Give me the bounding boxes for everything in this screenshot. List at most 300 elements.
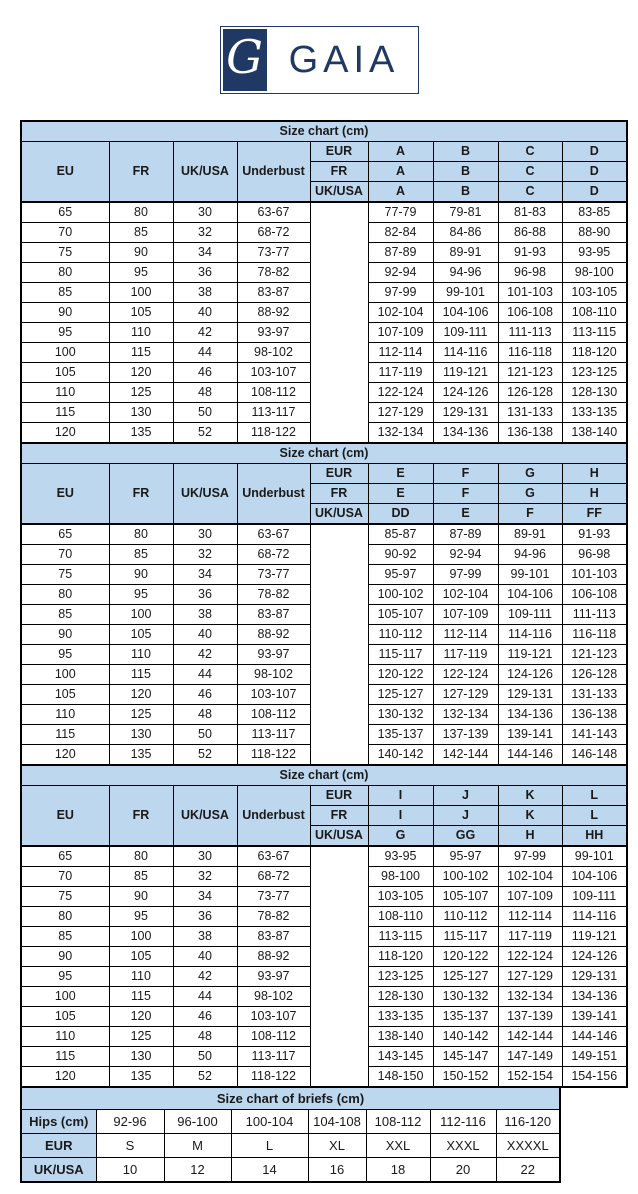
size-cell: 50 bbox=[173, 403, 237, 423]
size-cell: 103-107 bbox=[237, 363, 310, 383]
cup-size-header: E bbox=[433, 504, 498, 525]
cup-size-header: HH bbox=[562, 826, 627, 847]
size-cell: 36 bbox=[173, 263, 237, 283]
bust-range-cell: 109-111 bbox=[498, 605, 562, 625]
cup-size-header: D bbox=[562, 142, 627, 162]
bust-range-cell: 109-111 bbox=[433, 323, 498, 343]
bust-range-cell: 99-101 bbox=[498, 565, 562, 585]
cup-size-header: A bbox=[368, 182, 433, 203]
bust-range-cell: 126-128 bbox=[498, 383, 562, 403]
bust-range-cell: 102-104 bbox=[498, 867, 562, 887]
bust-range-cell: 121-123 bbox=[562, 645, 627, 665]
size-cell: 38 bbox=[173, 605, 237, 625]
bust-range-cell: 113-115 bbox=[562, 323, 627, 343]
briefs-row bbox=[21, 1134, 560, 1158]
size-cell: 90 bbox=[21, 947, 109, 967]
table-title: Size chart (cm) bbox=[21, 765, 627, 786]
bust-range-cell: 119-121 bbox=[562, 927, 627, 947]
bust-range-cell: 122-124 bbox=[498, 947, 562, 967]
size-cell: 78-82 bbox=[237, 907, 310, 927]
column-header: UK/USA bbox=[173, 142, 237, 203]
table-title-row bbox=[21, 1087, 560, 1110]
size-cell: 46 bbox=[173, 363, 237, 383]
bust-range-cell: 77-79 bbox=[368, 202, 433, 223]
size-cell: 115 bbox=[109, 343, 173, 363]
size-cell: 88-92 bbox=[237, 625, 310, 645]
cup-size-header: L bbox=[562, 806, 627, 826]
bra-size-table-3 bbox=[20, 764, 628, 1088]
cup-size-header: I bbox=[368, 806, 433, 826]
cup-size-header: H bbox=[498, 826, 562, 847]
bust-range-cell: 127-129 bbox=[498, 967, 562, 987]
size-cell: 113-117 bbox=[237, 403, 310, 423]
size-cell: 80 bbox=[21, 263, 109, 283]
size-cell: 68-72 bbox=[237, 223, 310, 243]
region-label: UK/USA bbox=[310, 826, 368, 847]
bust-range-cell: 93-95 bbox=[368, 846, 433, 867]
size-cell: 135 bbox=[109, 745, 173, 766]
size-cell: 95 bbox=[109, 585, 173, 605]
size-cell: 65 bbox=[21, 524, 109, 545]
bust-range-cell: 86-88 bbox=[498, 223, 562, 243]
cup-size-header: L bbox=[562, 786, 627, 806]
cup-size-header: A bbox=[368, 162, 433, 182]
size-cell: 46 bbox=[173, 1007, 237, 1027]
bust-range-cell: 118-120 bbox=[368, 947, 433, 967]
cup-header-row bbox=[21, 464, 627, 484]
size-cell: 135 bbox=[109, 423, 173, 444]
bust-range-cell: 137-139 bbox=[433, 725, 498, 745]
bust-range-cell: 89-91 bbox=[433, 243, 498, 263]
bust-range-cell: 117-119 bbox=[433, 645, 498, 665]
bust-range-cell: 108-110 bbox=[562, 303, 627, 323]
bust-range-cell: 142-144 bbox=[498, 1027, 562, 1047]
briefs-cell: 108-112 bbox=[366, 1110, 430, 1134]
size-cell: 83-87 bbox=[237, 283, 310, 303]
size-cell: 44 bbox=[173, 343, 237, 363]
cup-size-header: H bbox=[562, 464, 627, 484]
size-cell: 113-117 bbox=[237, 725, 310, 745]
size-cell: 78-82 bbox=[237, 263, 310, 283]
region-label: FR bbox=[310, 806, 368, 826]
region-label: UK/USA bbox=[310, 182, 368, 203]
size-cell: 75 bbox=[21, 887, 109, 907]
size-row bbox=[21, 846, 627, 867]
briefs-cell: L bbox=[231, 1134, 308, 1158]
size-cell: 90 bbox=[109, 243, 173, 263]
size-cell: 100 bbox=[109, 605, 173, 625]
bust-range-cell: 98-100 bbox=[368, 867, 433, 887]
bust-range-cell: 93-95 bbox=[562, 243, 627, 263]
size-cell: 115 bbox=[109, 665, 173, 685]
column-header: Underbust bbox=[237, 464, 310, 525]
bust-range-cell: 134-136 bbox=[433, 423, 498, 444]
size-cell: 130 bbox=[109, 1047, 173, 1067]
size-cell: 80 bbox=[109, 524, 173, 545]
table-title-row bbox=[21, 121, 627, 142]
bust-range-cell: 123-125 bbox=[368, 967, 433, 987]
size-cell: 110 bbox=[109, 967, 173, 987]
size-cell: 110 bbox=[21, 383, 109, 403]
bust-range-cell: 117-119 bbox=[498, 927, 562, 947]
size-cell: 65 bbox=[21, 846, 109, 867]
size-cell: 100 bbox=[109, 283, 173, 303]
table-title-row bbox=[21, 443, 627, 464]
size-cell: 42 bbox=[173, 645, 237, 665]
bust-range-cell: 123-125 bbox=[562, 363, 627, 383]
size-cell: 125 bbox=[109, 705, 173, 725]
bust-range-cell: 136-138 bbox=[562, 705, 627, 725]
briefs-cell: 20 bbox=[430, 1158, 496, 1183]
bust-range-cell: 130-132 bbox=[368, 705, 433, 725]
bust-range-cell: 96-98 bbox=[498, 263, 562, 283]
cup-size-header: J bbox=[433, 786, 498, 806]
bust-range-cell: 149-151 bbox=[562, 1047, 627, 1067]
size-cell: 68-72 bbox=[237, 545, 310, 565]
size-cell: 100 bbox=[21, 987, 109, 1007]
bust-range-cell: 142-144 bbox=[433, 745, 498, 766]
region-label: UK/USA bbox=[310, 504, 368, 525]
bust-range-cell: 104-106 bbox=[498, 585, 562, 605]
size-cell: 44 bbox=[173, 987, 237, 1007]
bust-range-cell: 135-137 bbox=[433, 1007, 498, 1027]
size-cell: 65 bbox=[21, 202, 109, 223]
bust-range-cell: 154-156 bbox=[562, 1067, 627, 1088]
bust-range-cell: 87-89 bbox=[368, 243, 433, 263]
bust-range-cell: 97-99 bbox=[368, 283, 433, 303]
size-cell: 34 bbox=[173, 887, 237, 907]
size-cell: 40 bbox=[173, 947, 237, 967]
briefs-cell: 10 bbox=[96, 1158, 164, 1183]
bust-range-cell: 101-103 bbox=[498, 283, 562, 303]
size-cell: 110 bbox=[109, 645, 173, 665]
table-title-row bbox=[21, 765, 627, 786]
size-cell: 110 bbox=[21, 1027, 109, 1047]
briefs-cell: 12 bbox=[164, 1158, 231, 1183]
size-cell: 34 bbox=[173, 565, 237, 585]
column-header: EU bbox=[21, 786, 109, 847]
size-cell: 42 bbox=[173, 967, 237, 987]
size-charts-container bbox=[0, 120, 638, 1183]
briefs-cell: XXXL bbox=[430, 1134, 496, 1158]
size-cell: 80 bbox=[21, 585, 109, 605]
bust-range-cell: 110-112 bbox=[368, 625, 433, 645]
bust-range-cell: 113-115 bbox=[368, 927, 433, 947]
cup-size-header: G bbox=[498, 464, 562, 484]
column-header: UK/USA bbox=[173, 464, 237, 525]
size-cell: 52 bbox=[173, 745, 237, 766]
cup-size-header: F bbox=[433, 484, 498, 504]
bust-range-cell: 107-109 bbox=[368, 323, 433, 343]
bust-range-cell: 84-86 bbox=[433, 223, 498, 243]
size-cell: 98-102 bbox=[237, 343, 310, 363]
bust-range-cell: 90-92 bbox=[368, 545, 433, 565]
bust-range-cell: 95-97 bbox=[433, 846, 498, 867]
briefs-cell: XXXXL bbox=[496, 1134, 560, 1158]
size-cell: 115 bbox=[109, 987, 173, 1007]
spacer-cell bbox=[310, 202, 368, 443]
cup-size-header: D bbox=[562, 162, 627, 182]
bust-range-cell: 128-130 bbox=[368, 987, 433, 1007]
size-cell: 118-122 bbox=[237, 423, 310, 444]
bust-range-cell: 152-154 bbox=[498, 1067, 562, 1088]
bust-range-cell: 87-89 bbox=[433, 524, 498, 545]
size-cell: 30 bbox=[173, 202, 237, 223]
bust-range-cell: 138-140 bbox=[368, 1027, 433, 1047]
bust-range-cell: 98-100 bbox=[562, 263, 627, 283]
column-header: FR bbox=[109, 786, 173, 847]
row-label: Hips (cm) bbox=[21, 1110, 96, 1134]
bust-range-cell: 103-105 bbox=[562, 283, 627, 303]
bust-range-cell: 119-121 bbox=[498, 645, 562, 665]
bust-range-cell: 139-141 bbox=[498, 725, 562, 745]
bust-range-cell: 107-109 bbox=[433, 605, 498, 625]
bust-range-cell: 130-132 bbox=[433, 987, 498, 1007]
size-cell: 40 bbox=[173, 625, 237, 645]
size-row bbox=[21, 524, 627, 545]
bust-range-cell: 127-129 bbox=[368, 403, 433, 423]
bust-range-cell: 106-108 bbox=[498, 303, 562, 323]
bust-range-cell: 131-133 bbox=[562, 685, 627, 705]
cup-size-header: C bbox=[498, 162, 562, 182]
size-cell: 120 bbox=[109, 1007, 173, 1027]
bust-range-cell: 111-113 bbox=[562, 605, 627, 625]
cup-size-header: G bbox=[368, 826, 433, 847]
size-cell: 120 bbox=[21, 745, 109, 766]
bust-range-cell: 124-126 bbox=[498, 665, 562, 685]
bust-range-cell: 120-122 bbox=[433, 947, 498, 967]
briefs-cell: S bbox=[96, 1134, 164, 1158]
size-cell: 32 bbox=[173, 223, 237, 243]
cup-header-row bbox=[21, 142, 627, 162]
briefs-cell: 92-96 bbox=[96, 1110, 164, 1134]
size-cell: 115 bbox=[21, 1047, 109, 1067]
bust-range-cell: 114-116 bbox=[498, 625, 562, 645]
size-cell: 75 bbox=[21, 243, 109, 263]
bust-range-cell: 122-124 bbox=[368, 383, 433, 403]
size-cell: 85 bbox=[109, 545, 173, 565]
cup-size-header: F bbox=[498, 504, 562, 525]
bust-range-cell: 102-104 bbox=[368, 303, 433, 323]
bust-range-cell: 137-139 bbox=[498, 1007, 562, 1027]
size-cell: 85 bbox=[21, 927, 109, 947]
bust-range-cell: 99-101 bbox=[433, 283, 498, 303]
size-cell: 95 bbox=[21, 323, 109, 343]
cup-size-header: DD bbox=[368, 504, 433, 525]
briefs-cell: 96-100 bbox=[164, 1110, 231, 1134]
size-cell: 40 bbox=[173, 303, 237, 323]
region-label: EUR bbox=[310, 786, 368, 806]
size-row bbox=[21, 202, 627, 223]
size-cell: 100 bbox=[21, 343, 109, 363]
size-cell: 90 bbox=[109, 887, 173, 907]
size-cell: 90 bbox=[109, 565, 173, 585]
bust-range-cell: 115-117 bbox=[433, 927, 498, 947]
cup-size-header: C bbox=[498, 182, 562, 203]
column-header: FR bbox=[109, 464, 173, 525]
size-cell: 80 bbox=[109, 202, 173, 223]
size-cell: 83-87 bbox=[237, 927, 310, 947]
cup-size-header: K bbox=[498, 786, 562, 806]
size-cell: 100 bbox=[21, 665, 109, 685]
bust-range-cell: 115-117 bbox=[368, 645, 433, 665]
size-cell: 90 bbox=[21, 625, 109, 645]
bust-range-cell: 79-81 bbox=[433, 202, 498, 223]
bust-range-cell: 126-128 bbox=[562, 665, 627, 685]
bust-range-cell: 146-148 bbox=[562, 745, 627, 766]
size-cell: 108-112 bbox=[237, 705, 310, 725]
bust-range-cell: 106-108 bbox=[562, 585, 627, 605]
briefs-cell: 116-120 bbox=[496, 1110, 560, 1134]
cup-size-header: FF bbox=[562, 504, 627, 525]
size-cell: 130 bbox=[109, 725, 173, 745]
bust-range-cell: 100-102 bbox=[368, 585, 433, 605]
size-cell: 32 bbox=[173, 545, 237, 565]
cup-size-header: A bbox=[368, 142, 433, 162]
size-cell: 135 bbox=[109, 1067, 173, 1088]
cup-size-header: J bbox=[433, 806, 498, 826]
briefs-row bbox=[21, 1158, 560, 1183]
size-cell: 48 bbox=[173, 705, 237, 725]
bust-range-cell: 121-123 bbox=[498, 363, 562, 383]
bust-range-cell: 114-116 bbox=[562, 907, 627, 927]
size-cell: 120 bbox=[109, 363, 173, 383]
size-cell: 34 bbox=[173, 243, 237, 263]
size-cell: 73-77 bbox=[237, 243, 310, 263]
size-cell: 95 bbox=[21, 645, 109, 665]
region-label: EUR bbox=[310, 142, 368, 162]
bust-range-cell: 104-106 bbox=[433, 303, 498, 323]
size-cell: 38 bbox=[173, 283, 237, 303]
briefs-cell: XXL bbox=[366, 1134, 430, 1158]
size-cell: 52 bbox=[173, 423, 237, 444]
bust-range-cell: 95-97 bbox=[368, 565, 433, 585]
row-label: UK/USA bbox=[21, 1158, 96, 1183]
bust-range-cell: 101-103 bbox=[562, 565, 627, 585]
bust-range-cell: 133-135 bbox=[368, 1007, 433, 1027]
size-cell: 50 bbox=[173, 1047, 237, 1067]
cup-size-header: D bbox=[562, 182, 627, 203]
briefs-cell: M bbox=[164, 1134, 231, 1158]
bust-range-cell: 134-136 bbox=[498, 705, 562, 725]
column-header: UK/USA bbox=[173, 786, 237, 847]
region-label: FR bbox=[310, 162, 368, 182]
size-cell: 93-97 bbox=[237, 645, 310, 665]
bust-range-cell: 118-120 bbox=[562, 343, 627, 363]
size-cell: 73-77 bbox=[237, 887, 310, 907]
size-cell: 63-67 bbox=[237, 846, 310, 867]
region-label: FR bbox=[310, 484, 368, 504]
logo-monogram-icon bbox=[223, 29, 267, 91]
bra-size-table-1 bbox=[20, 120, 628, 444]
size-cell: 80 bbox=[109, 846, 173, 867]
briefs-cell: 112-116 bbox=[430, 1110, 496, 1134]
table-title: Size chart (cm) bbox=[21, 121, 627, 142]
size-cell: 95 bbox=[109, 263, 173, 283]
column-header: Underbust bbox=[237, 786, 310, 847]
bust-range-cell: 114-116 bbox=[433, 343, 498, 363]
size-cell: 120 bbox=[21, 423, 109, 444]
briefs-cell: XL bbox=[308, 1134, 366, 1158]
briefs-cell: 104-108 bbox=[308, 1110, 366, 1134]
column-header: EU bbox=[21, 142, 109, 203]
logo-brand-name: GAIA bbox=[288, 39, 400, 81]
bust-range-cell: 132-134 bbox=[433, 705, 498, 725]
size-cell: 42 bbox=[173, 323, 237, 343]
size-cell: 105 bbox=[109, 625, 173, 645]
bust-range-cell: 150-152 bbox=[433, 1067, 498, 1088]
bust-range-cell: 107-109 bbox=[498, 887, 562, 907]
cup-size-header: F bbox=[433, 464, 498, 484]
size-cell: 36 bbox=[173, 585, 237, 605]
bust-range-cell: 122-124 bbox=[433, 665, 498, 685]
size-cell: 63-67 bbox=[237, 524, 310, 545]
bust-range-cell: 105-107 bbox=[368, 605, 433, 625]
size-cell: 105 bbox=[21, 685, 109, 705]
size-cell: 85 bbox=[21, 605, 109, 625]
logo-monogram-letter: G bbox=[226, 30, 263, 84]
size-cell: 105 bbox=[21, 363, 109, 383]
size-cell: 118-122 bbox=[237, 745, 310, 766]
size-cell: 85 bbox=[21, 283, 109, 303]
size-cell: 88-92 bbox=[237, 303, 310, 323]
size-cell: 70 bbox=[21, 545, 109, 565]
size-cell: 125 bbox=[109, 383, 173, 403]
bust-range-cell: 127-129 bbox=[433, 685, 498, 705]
size-cell: 68-72 bbox=[237, 867, 310, 887]
size-cell: 63-67 bbox=[237, 202, 310, 223]
cup-size-header: K bbox=[498, 806, 562, 826]
bust-range-cell: 108-110 bbox=[368, 907, 433, 927]
size-cell: 30 bbox=[173, 846, 237, 867]
bust-range-cell: 143-145 bbox=[368, 1047, 433, 1067]
size-cell: 73-77 bbox=[237, 565, 310, 585]
cup-size-header: B bbox=[433, 162, 498, 182]
size-cell: 120 bbox=[21, 1067, 109, 1088]
cup-size-header: E bbox=[368, 484, 433, 504]
size-cell: 48 bbox=[173, 1027, 237, 1047]
size-cell: 95 bbox=[109, 907, 173, 927]
bust-range-cell: 92-94 bbox=[368, 263, 433, 283]
bust-range-cell: 112-114 bbox=[498, 907, 562, 927]
bust-range-cell: 97-99 bbox=[498, 846, 562, 867]
size-cell: 93-97 bbox=[237, 323, 310, 343]
bust-range-cell: 141-143 bbox=[562, 725, 627, 745]
bust-range-cell: 131-133 bbox=[498, 403, 562, 423]
table-title: Size chart of briefs (cm) bbox=[21, 1087, 560, 1110]
cup-header-row bbox=[21, 786, 627, 806]
bust-range-cell: 111-113 bbox=[498, 323, 562, 343]
bust-range-cell: 99-101 bbox=[562, 846, 627, 867]
size-cell: 48 bbox=[173, 383, 237, 403]
bust-range-cell: 138-140 bbox=[562, 423, 627, 444]
size-cell: 30 bbox=[173, 524, 237, 545]
bust-range-cell: 103-105 bbox=[368, 887, 433, 907]
column-header: FR bbox=[109, 142, 173, 203]
size-cell: 88-92 bbox=[237, 947, 310, 967]
bust-range-cell: 116-118 bbox=[562, 625, 627, 645]
bust-range-cell: 112-114 bbox=[368, 343, 433, 363]
bust-range-cell: 124-126 bbox=[433, 383, 498, 403]
size-cell: 105 bbox=[109, 947, 173, 967]
bust-range-cell: 119-121 bbox=[433, 363, 498, 383]
bust-range-cell: 88-90 bbox=[562, 223, 627, 243]
size-cell: 50 bbox=[173, 725, 237, 745]
size-cell: 115 bbox=[21, 403, 109, 423]
size-cell: 108-112 bbox=[237, 1027, 310, 1047]
bust-range-cell: 128-130 bbox=[562, 383, 627, 403]
bust-range-cell: 144-146 bbox=[498, 745, 562, 766]
